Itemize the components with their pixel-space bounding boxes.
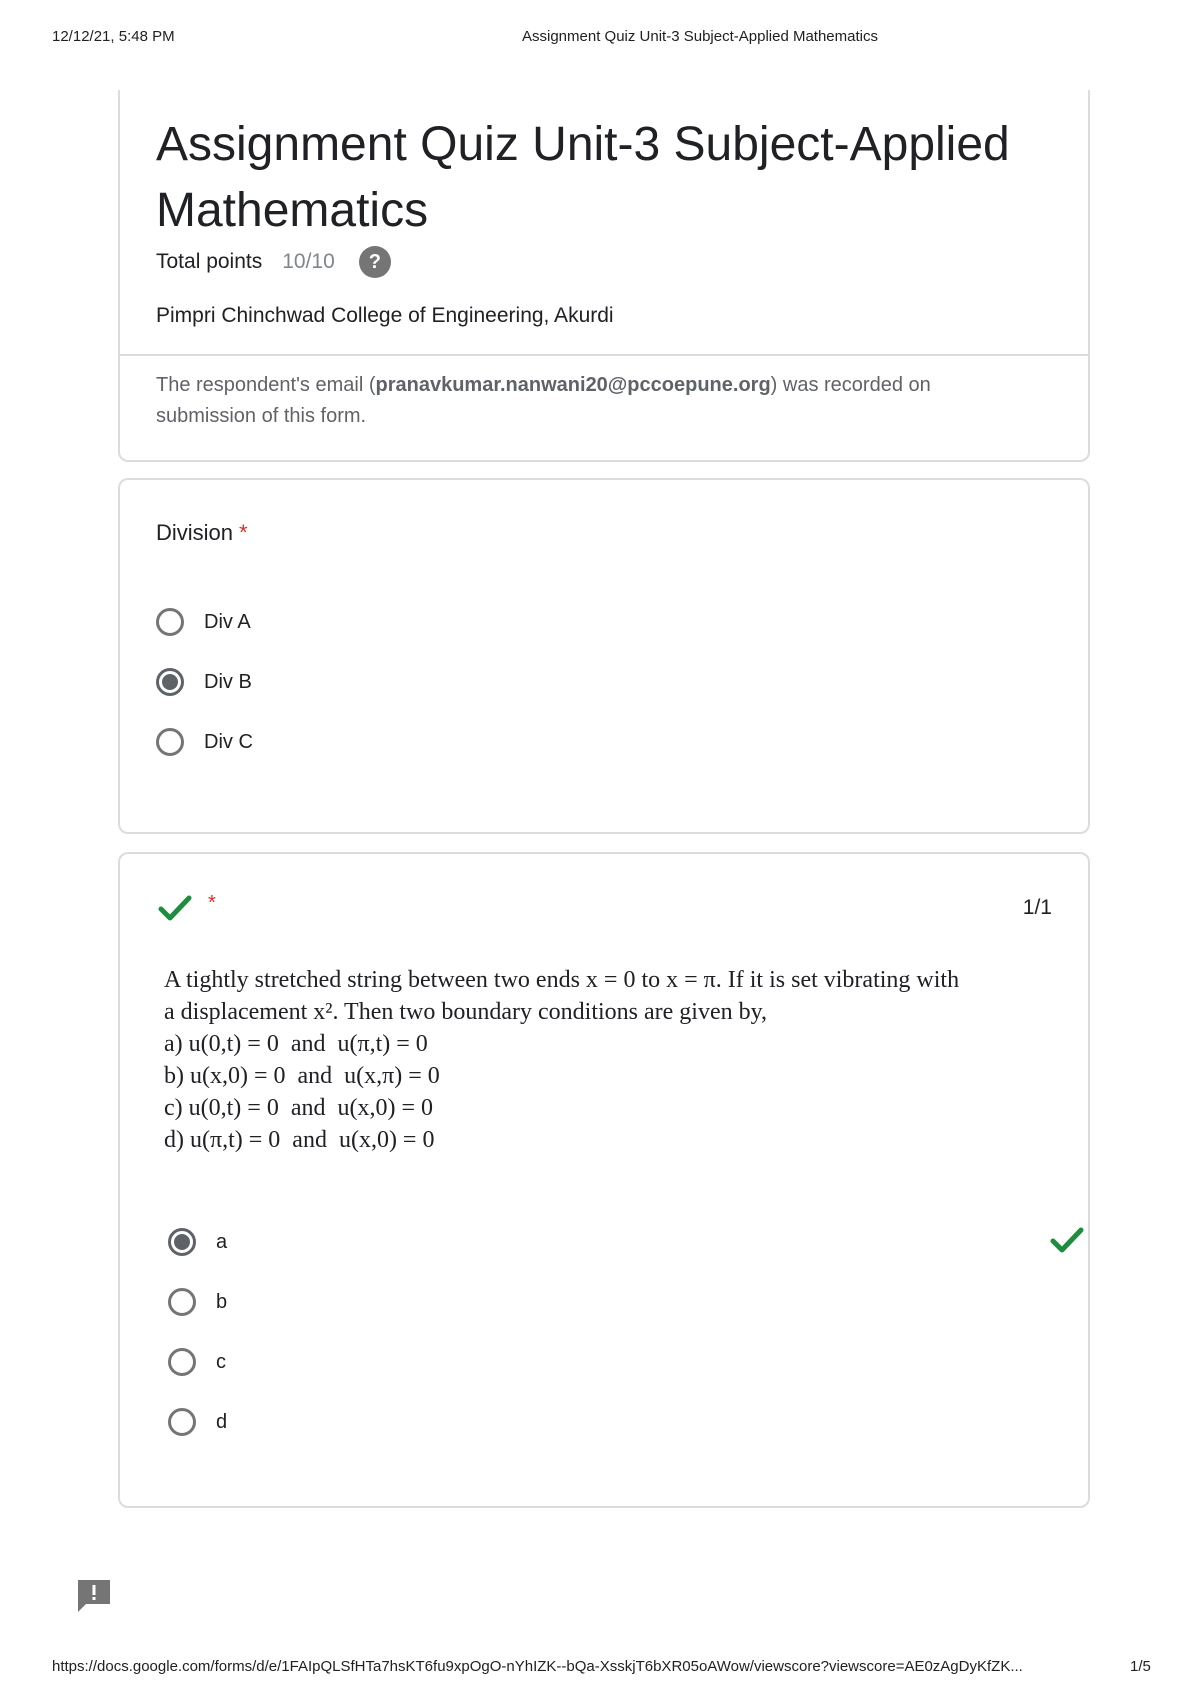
total-points xyxy=(156,246,391,278)
division-title-text: Division xyxy=(156,520,234,545)
total-points-label: Total points xyxy=(156,250,263,273)
question-line: d) u(π,t) = 0 and u(x,0) = 0 xyxy=(164,1127,435,1153)
answer-option-d[interactable] xyxy=(168,1408,227,1436)
form-title: Assignment Quiz Unit-3 Subject-Applied Mathematics xyxy=(156,118,1010,237)
question-score: 1/1 xyxy=(1022,896,1052,919)
correct-answer-check-icon xyxy=(1050,1226,1084,1254)
radio-button[interactable] xyxy=(156,608,184,636)
radio-button[interactable] xyxy=(168,1408,196,1436)
option-label: c xyxy=(216,1350,226,1373)
organization: Pimpri Chinchwad College of Engineering, Akurdi xyxy=(156,304,614,327)
option-label: Div C xyxy=(204,730,253,753)
question-card xyxy=(118,852,1090,1508)
option-label: Div A xyxy=(204,610,251,633)
correct-check-icon xyxy=(158,894,192,922)
option-label: d xyxy=(216,1410,228,1433)
radio-button[interactable] xyxy=(168,1288,196,1316)
respondent-email: pranavkumar.nanwani20@pccoepune.org xyxy=(375,374,771,396)
radio-button[interactable] xyxy=(156,728,184,756)
form-header-card xyxy=(118,90,1090,462)
email-prefix: The respondent's email ( xyxy=(156,374,376,396)
option-label: Div B xyxy=(204,670,252,693)
question-line: A tightly stretched string between two ends x = 0 to x = π. If it is set vibrating with xyxy=(164,967,960,993)
total-points-value: 10/10 xyxy=(282,250,335,273)
radio-button-selected[interactable] xyxy=(168,1228,196,1256)
answer-option-c[interactable] xyxy=(168,1348,226,1376)
radio-button[interactable] xyxy=(168,1348,196,1376)
option-label: b xyxy=(216,1290,228,1313)
print-date: 12/12/21, 5:48 PM xyxy=(52,28,175,45)
radio-button-selected[interactable] xyxy=(156,668,184,696)
answer-option-a[interactable] xyxy=(168,1228,227,1256)
help-icon[interactable]: ? xyxy=(359,246,391,278)
division-question-card xyxy=(118,478,1090,834)
question-line: c) u(0,t) = 0 and u(x,0) = 0 xyxy=(164,1095,434,1121)
page-number: 1/5 xyxy=(1130,1658,1151,1675)
divider xyxy=(120,354,1088,356)
question-line: b) u(x,0) = 0 and u(x,π) = 0 xyxy=(164,1063,440,1089)
division-option-div-a[interactable] xyxy=(156,608,251,636)
page-url: https://docs.google.com/forms/d/e/1FAIpQLSfHTa7hsKT6fu9xpOgO-nYhIZK--bQa-XsskjT6bXR05oAWow/viewscore?viewscore=AE0zAgDyKfZK... xyxy=(52,1658,1023,1675)
division-title xyxy=(156,518,248,548)
required-mark: * xyxy=(239,520,248,545)
print-title: Assignment Quiz Unit-3 Subject-Applied Mathematics xyxy=(522,28,878,45)
option-label: a xyxy=(216,1230,228,1253)
print-header xyxy=(0,28,1200,50)
question-line: a) u(0,t) = 0 and u(π,t) = 0 xyxy=(164,1031,428,1057)
email-notice xyxy=(156,370,1036,432)
email-suffix: ) was recorded on submission of this form. xyxy=(156,374,931,427)
required-mark: * xyxy=(208,892,216,914)
feedback-icon[interactable] xyxy=(76,1578,112,1614)
division-option-div-b[interactable] xyxy=(156,668,252,696)
question-text xyxy=(164,964,1044,1156)
answer-option-b[interactable] xyxy=(168,1288,227,1316)
question-line: a displacement x². Then two boundary conditions are given by, xyxy=(164,999,768,1025)
division-option-div-c[interactable] xyxy=(156,728,253,756)
